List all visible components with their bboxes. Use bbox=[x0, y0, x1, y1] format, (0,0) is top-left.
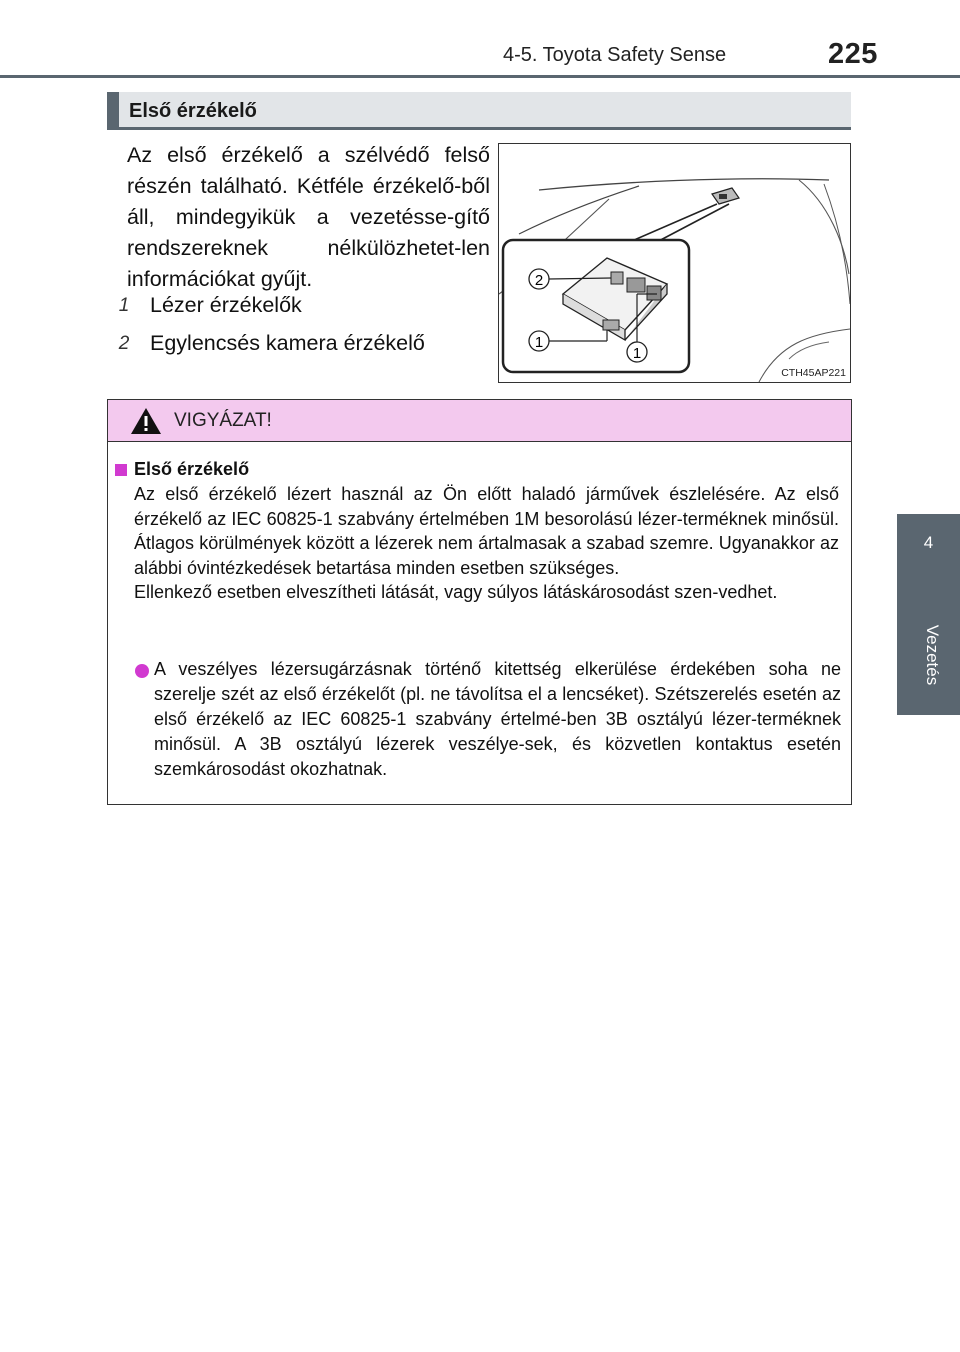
item-number: 2 bbox=[118, 332, 130, 354]
caution-body bbox=[134, 482, 839, 605]
caution-box bbox=[107, 399, 852, 805]
header-divider bbox=[0, 75, 960, 78]
callout-label: 1 bbox=[632, 345, 642, 362]
caution-paragraph: Az első érzékelő lézert használ az Ön előtt haladó járművek észlelésére. Az első érzékelő az IEC 60825-1 szabvány értelmében 1M besorolású lézer-terméknek minősül. Átlagos körülmények között a lézerek nem ártalmasak a szabad szemre. Ugyanakkor az alábbi óvintézkedések betartása minden esetben szükséges. bbox=[134, 484, 839, 578]
sensor-illustration bbox=[498, 143, 851, 383]
chapter-label: Vezetés bbox=[923, 624, 942, 686]
windshield-sensor-drawing bbox=[499, 144, 850, 382]
callout-label: 1 bbox=[534, 334, 544, 351]
list-item bbox=[113, 331, 425, 356]
square-bullet-icon bbox=[115, 464, 127, 476]
caution-subtitle: Első érzékelő bbox=[134, 459, 250, 479]
item-label: Lézer érzékelők bbox=[150, 293, 302, 317]
list-item bbox=[113, 293, 302, 318]
figure-code: CTH45AP221 bbox=[781, 367, 846, 379]
header-section-title: 4-5. Toyota Safety Sense bbox=[503, 44, 727, 66]
caution-title: VIGYÁZAT! bbox=[174, 410, 272, 431]
circle-bullet-icon bbox=[135, 664, 149, 678]
page-number: 225 bbox=[828, 38, 878, 70]
section-title: Első érzékelő bbox=[129, 100, 257, 122]
item-number: 1 bbox=[118, 294, 130, 316]
warning-icon bbox=[129, 406, 163, 436]
chapter-number: 4 bbox=[923, 533, 934, 552]
chapter-tab bbox=[897, 514, 960, 595]
caution-paragraph: Ellenkező esetben elveszítheti látását, vagy súlyos látáskárosodást szen-vedhet. bbox=[134, 582, 778, 602]
caution-header bbox=[108, 400, 851, 442]
intro-paragraph: Az első érzékelő a szélvédő felső részén található. Kétféle érzékelő-ből áll, mindegyikük a vezetésse-gítő rendszereknek nélkülözhetet-len információkat gyűjt. bbox=[127, 143, 490, 291]
callout-label: 2 bbox=[534, 272, 544, 289]
section-heading-accent bbox=[107, 92, 119, 130]
item-label: Egylencsés kamera érzékelő bbox=[150, 331, 425, 355]
caution-bullet-text: A veszélyes lézersugárzásnak történő kitettség elkerülése érdekében soha ne szerelje szét az első érzékelőt (pl. ne távolítsa el a lencséket). Szétszerelés esetén az első érzékelő az IEC 60825-1 szabvány értelmé-ben 3B osztályú lézer-terméknek minősül. A 3B osztályú lézerek veszélye-sek, és közvetlen kontaktus esetén szemkárosodást okozhatnak. bbox=[154, 659, 841, 779]
